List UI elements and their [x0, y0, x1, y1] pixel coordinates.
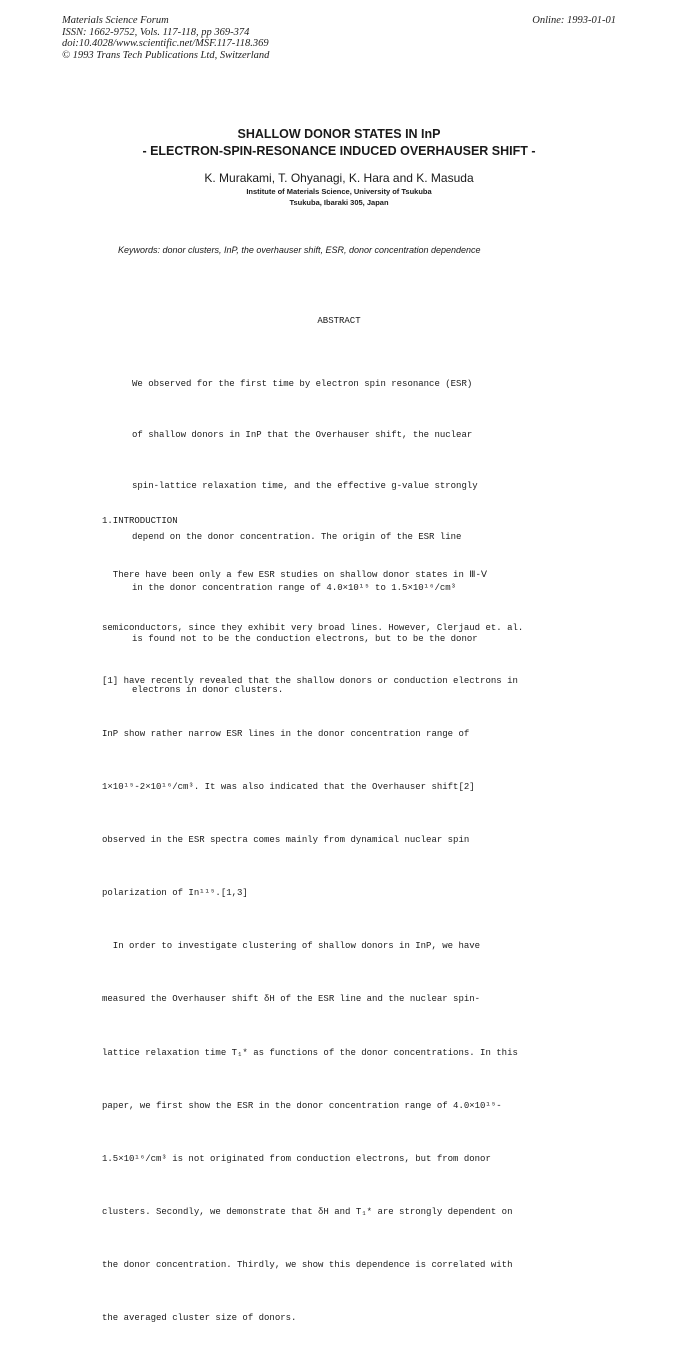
issn-line: ISSN: 1662-9752, Vols. 117-118, pp 369-374 — [62, 26, 250, 38]
abstract-line: of shallow donors in InP that the Overhauser shift, the nuclear — [132, 430, 473, 440]
intro-line: [1] have recently revealed that the shallow donors or conduction electrons in — [102, 675, 518, 686]
affiliation-address: Tsukuba, Ibaraki 305, Japan — [289, 198, 389, 207]
intro-line: the averaged cluster size of donors. — [102, 1313, 297, 1324]
intro-line: In order to investigate clustering of shallow donors in InP, we have — [102, 941, 481, 952]
intro-line: There have been only a few ESR studies on shallow donor states in Ⅲ-Ⅴ — [102, 569, 488, 580]
intro-line: lattice relaxation time T₁* as functions of the donor concentrations. In this — [102, 1047, 518, 1058]
intro-line: polarization of In¹¹⁵.[1,3] — [102, 888, 248, 899]
abstract-line: is found not to be the conduction electrons, but to be the donor — [132, 634, 478, 644]
abstract-line: in the donor concentration range of 4.0×10¹⁵ to 1.5×10¹⁶/cm³ — [132, 583, 457, 593]
intro-line: observed in the ESR spectra comes mainly from dynamical nuclear spin — [102, 835, 470, 846]
intro-line: measured the Overhauser shift δH of the ESR line and the nuclear spin- — [102, 994, 481, 1005]
intro-line: InP show rather narrow ESR lines in the donor concentration range of — [102, 728, 470, 739]
abstract-line: spin-lattice relaxation time, and the effective g-value strongly — [132, 481, 478, 491]
online-date: Online: 1993-01-01 — [532, 15, 616, 26]
abstract-heading: ABSTRACT — [317, 316, 361, 326]
abstract-line: depend on the donor concentration. The origin of the ESR line — [132, 532, 462, 542]
affiliation-institute: Institute of Materials Science, University of Tsukuba — [246, 187, 432, 196]
intro-line: the donor concentration. Thirdly, we show this dependence is correlated with — [102, 1259, 513, 1270]
abstract-line: electrons in donor clusters. — [132, 685, 284, 695]
keywords: Keywords: donor clusters, InP, the overhauser shift, ESR, donor concentration dependence — [118, 245, 481, 255]
copyright-line: © 1993 Trans Tech Publications Ltd, Switzerland — [62, 49, 270, 61]
author-list: K. Murakami, T. Ohyanagi, K. Hara and K. Masuda — [204, 171, 474, 185]
introduction-section — [102, 478, 523, 1345]
intro-line: 1×10¹⁵-2×10¹⁶/cm³. It was also indicated that the Overhauser shift[2] — [102, 781, 475, 792]
doi-line[interactable]: doi:10.4028/www.scientific.net/MSF.117-118.369 — [62, 38, 269, 49]
journal-name: Materials Science Forum — [62, 15, 169, 26]
paper-title: SHALLOW DONOR STATES IN InP — [237, 127, 441, 141]
intro-line: paper, we first show the ESR in the donor concentration range of 4.0×10¹⁵- — [102, 1100, 502, 1111]
intro-line: 1.5×10¹⁶/cm³ is not originated from conduction electrons, but from donor — [102, 1153, 491, 1164]
paper-subtitle: - ELECTRON-SPIN-RESONANCE INDUCED OVERHAUSER SHIFT - — [142, 144, 536, 158]
intro-line: clusters. Secondly, we demonstrate that δH and T₁* are strongly dependent on — [102, 1206, 513, 1217]
section-heading: 1.INTRODUCTION — [102, 516, 178, 527]
intro-line: semiconductors, since they exhibit very broad lines. However, Clerjaud et. al. — [102, 622, 524, 633]
publication-info — [62, 15, 269, 61]
abstract-line: We observed for the first time by electron spin resonance (ESR) — [132, 379, 473, 389]
